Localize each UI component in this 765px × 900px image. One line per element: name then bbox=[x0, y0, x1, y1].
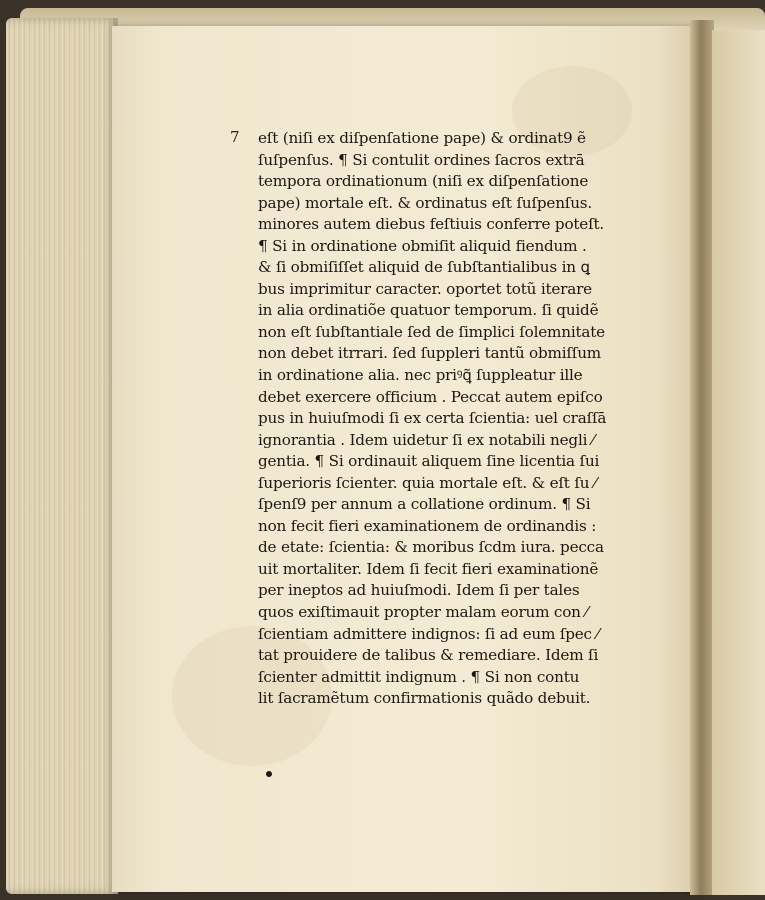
text-line: bus imprimitur caracter. oportet totũ iterare bbox=[258, 279, 592, 298]
text-line: non debet itrrari. ſed ſuppleri tantũ obmiſſum bbox=[258, 344, 601, 363]
margin-mark: 7 bbox=[230, 128, 240, 146]
text-block bbox=[258, 128, 630, 710]
text-line: tempora ordinationum (niſi ex diſpenſatione bbox=[258, 172, 589, 191]
ink-dot bbox=[266, 771, 272, 777]
text-line: non fecit fieri examinationem de ordinandis : bbox=[258, 516, 597, 535]
text-line: in alia ordinatiõe quatuor temporum. ſi quidẽ bbox=[258, 301, 599, 320]
text-line: & ſi obmiſiſſet aliquid de ſubſtantialibus in ꝗ bbox=[258, 258, 590, 277]
text-line: ſcientiam admittere indignos: ſi ad eum ſpec ⁄ bbox=[258, 624, 599, 643]
text-line: ſuſpenſus. ¶ Si contulit ordines ſacros extrā bbox=[258, 150, 585, 169]
text-line: ſcienter admittit indignum . ¶ Si non contu bbox=[258, 667, 580, 686]
text-line: quos exiſtimauit propter malam eorum con ⁄ bbox=[258, 603, 588, 622]
text-line: uit mortaliter. Idem ſi fecit fieri examinationẽ bbox=[258, 559, 599, 578]
text-line: lit ſacramẽtum confirmationis quãdo debuit. bbox=[258, 689, 591, 708]
page-stack-edge bbox=[6, 18, 118, 894]
text-line: ſpenſ9 per annum a collatione ordinum. ¶ Si bbox=[258, 495, 591, 514]
text-line: gentia. ¶ Si ordinauit aliquem ſine licentia ſui bbox=[258, 452, 600, 471]
text-line: de etate: ſcientia: & moribus ſcdm iura. pecca bbox=[258, 538, 604, 557]
text-line: pape) mortale eſt. & ordinatus eſt ſuſpenſus. bbox=[258, 193, 592, 212]
text-line: minores autem diebus feſtiuis conferre poteſt. bbox=[258, 215, 605, 234]
text-line: eſt (niſi ex diſpenſatione pape) & ordinat9 ẽ bbox=[258, 129, 586, 147]
text-line: tat prouidere de talibus & remediare. Idem ſi bbox=[258, 646, 599, 665]
text-line: non eſt ſubſtantiale ſed de ſimplici ſolemnitate bbox=[258, 322, 605, 341]
text-line: debet exercere officium . Peccat autem epiſco bbox=[258, 387, 603, 406]
right-page-edge bbox=[712, 30, 765, 895]
text-line: per ineptos ad huiuſmodi. Idem ſi per tales bbox=[258, 581, 580, 600]
text-line: ignorantia . Idem uidetur ſi ex notabili negli ⁄ bbox=[258, 430, 595, 449]
text-line: ¶ Si in ordinatione obmiſit aliquid fiendum . bbox=[258, 236, 587, 255]
book-gutter bbox=[690, 20, 714, 895]
text-line: ſuperioris ſcienter. quia mortale eſt. & eſt ſu ⁄ bbox=[258, 473, 597, 492]
text-line: in ordinatione alia. nec priꝰꝗ̃ ſuppleatur ille bbox=[258, 366, 583, 385]
text-line: pus in huiuſmodi ſi ex certa ſcientia: uel craſſā bbox=[258, 409, 607, 428]
